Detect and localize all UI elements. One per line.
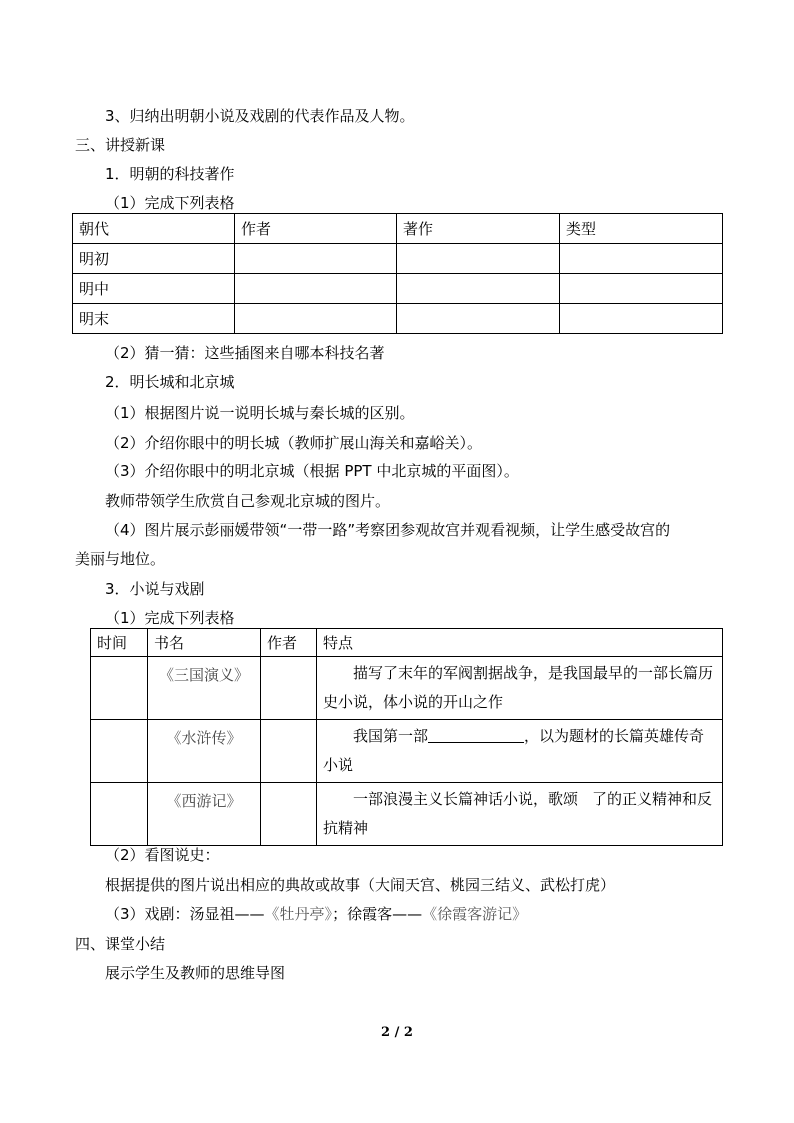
summary-text: 展示学生及教师的思维导图: [105, 964, 286, 982]
feature-cell: [317, 657, 723, 720]
task-3-3: [105, 905, 527, 923]
table-row: [91, 783, 723, 846]
objective-3: 3、归纳出明朝小说及戏剧的代表作品及人物。: [105, 107, 415, 125]
table-row: [73, 304, 723, 334]
table-header: 著作: [397, 214, 560, 244]
section-3-heading: 三、讲授新课: [75, 136, 166, 154]
table-header: 特点: [317, 629, 723, 657]
tech-works-table: [72, 213, 723, 334]
empty-cell: [235, 274, 397, 304]
table-header: 时间: [91, 629, 148, 657]
fill-blank: [428, 726, 524, 743]
task-1-2: （2）猜一猜：这些插图来自哪本科技名著: [105, 344, 385, 362]
feature-text: ，以为题材的长篇英雄传奇小说: [323, 727, 705, 774]
table-header-row: [73, 214, 723, 244]
empty-cell: [235, 244, 397, 274]
table-header: 类型: [560, 214, 723, 244]
subsection-1-heading: 1．明朝的科技著作: [105, 165, 235, 183]
empty-cell: [397, 304, 560, 334]
empty-cell: [91, 720, 148, 783]
task-2-4: （4）图片展示彭丽媛带领“一带一路”考察团参观故宫并观看视频，让学生感受故宫的: [105, 521, 671, 539]
section-4-heading: 四、课堂小结: [75, 935, 166, 953]
dynasty-cell: 明末: [73, 304, 235, 334]
subsection-3-heading: 3．小说与戏剧: [105, 580, 205, 598]
task-2-3: （3）介绍你眼中的明北京城（根据 PPT 中北京城的平面图）。: [105, 462, 519, 480]
empty-cell: [91, 783, 148, 846]
task-3-1: （1）完成下列表格: [105, 609, 235, 627]
empty-cell: [560, 244, 723, 274]
task-2-4-cont: 美丽与地位。: [75, 550, 166, 568]
table-header: 书名: [148, 629, 261, 657]
feature-text: 了的正义精神和反抗精神: [323, 790, 713, 837]
feature-text: 描写了末年的军阀割据战争，是我国最早的一部长篇历史小说，体小说的开山之作: [323, 664, 714, 711]
task-2-1: （1）根据图片说一说明长城与秦长城的区别。: [105, 404, 415, 422]
table-header-row: [91, 629, 723, 657]
book-title: 《三国演义》: [148, 657, 261, 720]
feature-text: 一部浪漫主义长篇神话小说，歌颂: [353, 790, 579, 808]
table-header: 朝代: [73, 214, 235, 244]
table-row: [73, 244, 723, 274]
table-row: [91, 720, 723, 783]
table-row: [73, 274, 723, 304]
drama-title: 《牡丹亭》: [264, 905, 333, 923]
empty-cell: [560, 304, 723, 334]
empty-cell: [235, 304, 397, 334]
book-title: 《西游记》: [148, 783, 261, 846]
teacher-note: 教师带领学生欣赏自己参观北京城的图片。: [105, 492, 391, 510]
feature-cell: [317, 783, 723, 846]
task-2-2: （2）介绍你眼中的明长城（教师扩展山海关和嘉峪关）。: [105, 434, 483, 452]
drama-label: ；徐霞客——: [332, 905, 423, 923]
empty-cell: [397, 274, 560, 304]
dynasty-cell: 明初: [73, 244, 235, 274]
feature-text: 我国第一部: [353, 727, 429, 745]
empty-cell: [560, 274, 723, 304]
empty-cell: [91, 657, 148, 720]
task-3-2-detail: 根据提供的图片说出相应的典故或故事（大闹天宫、桃园三结义、武松打虎）: [105, 876, 616, 894]
empty-cell: [261, 783, 317, 846]
empty-cell: [261, 657, 317, 720]
feature-cell: [317, 720, 723, 783]
subsection-2-heading: 2．明长城和北京城: [105, 373, 235, 391]
task-3-2: （2）看图说史：: [105, 846, 220, 864]
drama-label: （3）戏剧：汤显祖——: [105, 905, 265, 923]
drama-title: 《徐霞客游记》: [422, 905, 528, 923]
empty-cell: [397, 244, 560, 274]
table-row: [91, 657, 723, 720]
table-header: 作者: [235, 214, 397, 244]
task-1-1: （1）完成下列表格: [105, 194, 235, 212]
table-header: 作者: [261, 629, 317, 657]
page-number: 2 / 2: [381, 1025, 413, 1040]
empty-cell: [261, 720, 317, 783]
novels-table: [90, 628, 723, 846]
dynasty-cell: 明中: [73, 274, 235, 304]
book-title: 《水浒传》: [148, 720, 261, 783]
